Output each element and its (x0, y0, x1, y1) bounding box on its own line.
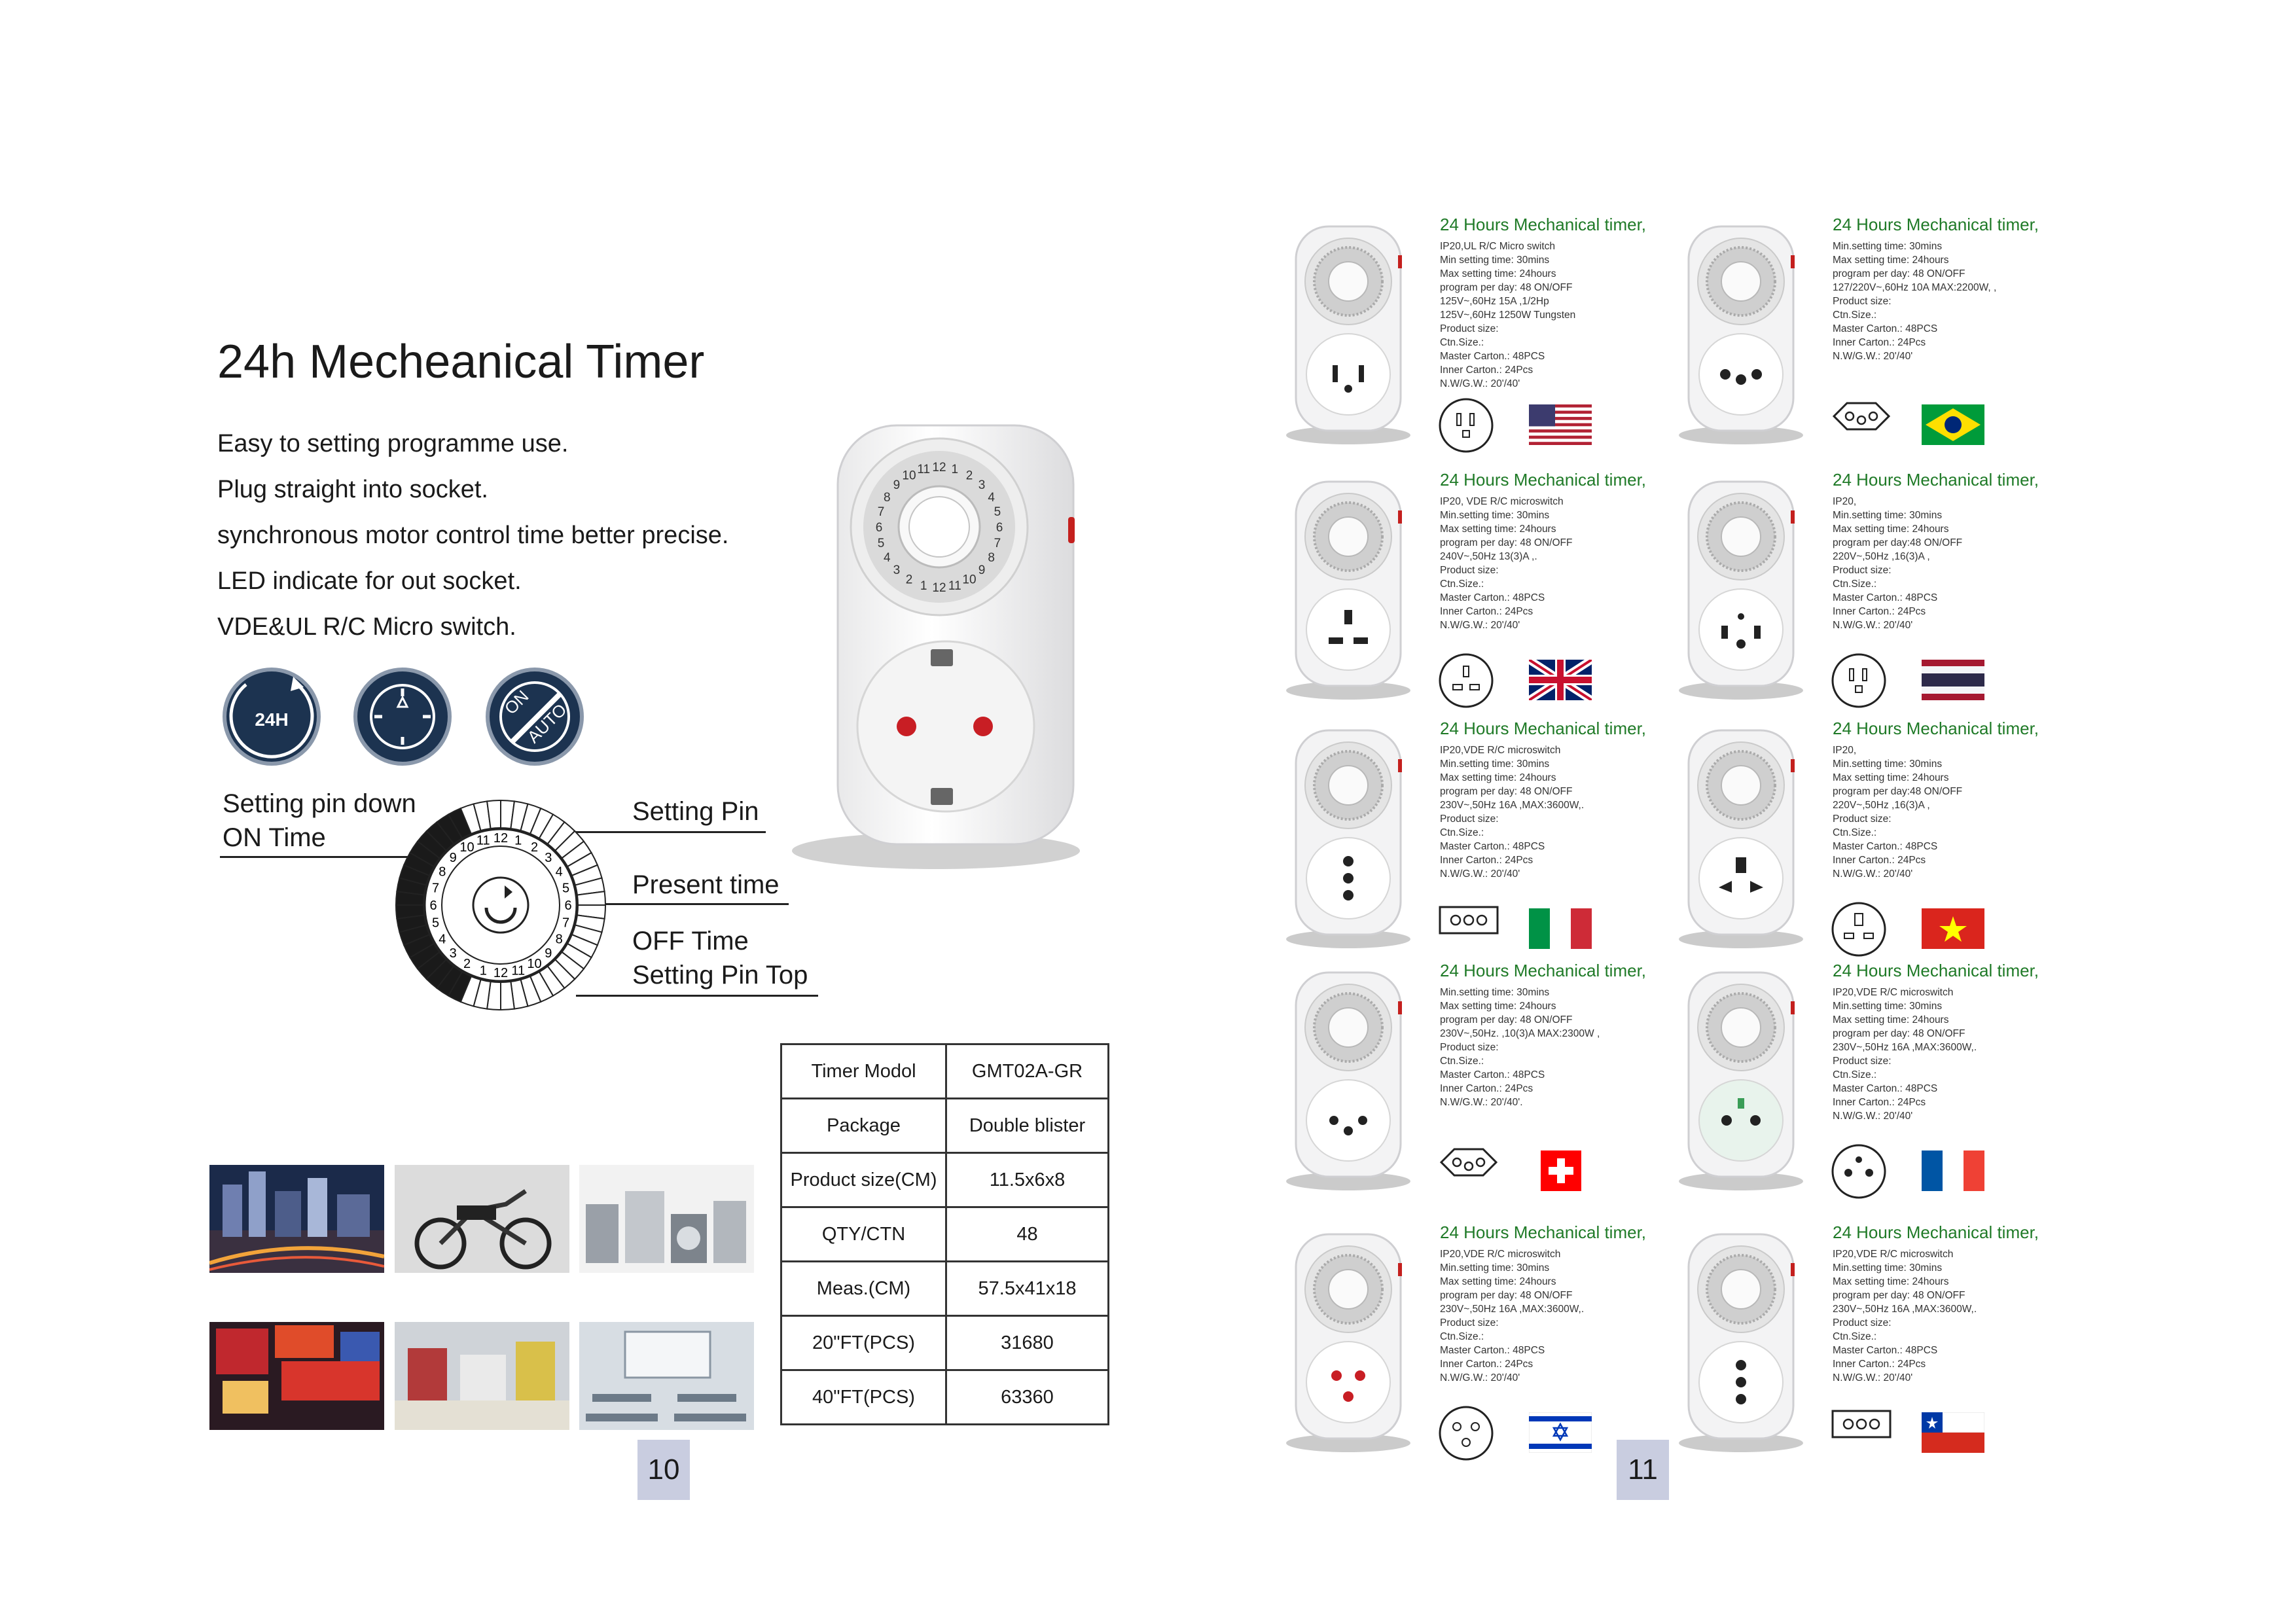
spec-value: Double blister (946, 1099, 1109, 1153)
dial-number: 4 (555, 865, 563, 880)
card-title: 24 Hours Mechanical timer, (1833, 215, 2039, 234)
card-spec-text: IP20,VDE R/C microswitch Min.setting time: 30mins Max setting time: 24hours program per day: 48 ON/OFF 230V~,50Hz 16A ,MAX:3600W,. Product size: Ctn.Size.: Master Carton.: 48PCS Inner Carton.: 24Pcs N.W/G.W.: 20'/40' (1833, 987, 1977, 1122)
uk-plug-icon (1437, 652, 1494, 708)
vietnam-plug-icon (1830, 901, 1886, 957)
home-appliances-photo (579, 1165, 754, 1273)
switzerland-flag (1529, 1150, 1592, 1191)
auto-label: AUTO (523, 700, 571, 747)
card-spec-text: IP20, Min.setting time: 30mins Max setting time: 24hours program per day:48 ON/OFF 220V~,50Hz ,16(3)A , Product size: Ctn.Size.: Master Carton.: 48PCS Inner Carton.: 24Pcs N.W/G.W.: 20'/40' (1833, 745, 1963, 880)
page-number: 11 (1617, 1440, 1669, 1500)
card-title: 24 Hours Mechanical timer, (1833, 719, 2039, 738)
dial-number: 2 (530, 840, 539, 855)
dial-number: 8 (439, 865, 446, 880)
badge-label: 24H (255, 709, 289, 730)
on-auto-switch-icon (486, 668, 584, 766)
e-bike-photo (395, 1165, 569, 1273)
card-title: 24 Hours Mechanical timer, (1833, 1222, 2039, 1242)
product-dial-number: 5 (994, 505, 1001, 520)
product-dial-number: 4 (988, 491, 995, 505)
setting-pin-down-label: Setting pin down (223, 789, 416, 818)
feature-list (217, 424, 728, 653)
24h-clock-icon (223, 668, 321, 766)
france-flag (1922, 1150, 1984, 1191)
dial-number: 11 (511, 963, 526, 978)
timer-socket-image (1676, 969, 1806, 1191)
product-dial-number: 9 (893, 478, 901, 492)
dial-number: 11 (476, 833, 490, 848)
feature-item: Plug straight into socket. (217, 476, 488, 503)
chile-plug-icon (1830, 1404, 1886, 1461)
spec-key: 20"FT(PCS) (781, 1316, 946, 1370)
card-spec-text: Min.setting time: 30mins Max setting time: 24hours program per day: 48 ON/OFF 230V~,50Hz. ,10(3)A MAX:2300W , Product size: Ctn.Size.: Master Carton.: 48PCS Inner Carton.: 24Pcs N.W/G.W.: 20'/40'. (1440, 987, 1600, 1108)
dial-number: 7 (431, 881, 440, 896)
spec-key: 40"FT(PCS) (781, 1370, 946, 1425)
dial-number: 5 (431, 916, 440, 931)
product-dial-number: 8 (884, 491, 891, 505)
dial-number: 8 (555, 932, 563, 947)
product-dial-number: 1 (951, 463, 959, 477)
led-indicator (1068, 517, 1075, 543)
leader-line (220, 856, 416, 858)
timer-socket-image (1283, 478, 1414, 700)
feature-item: LED indicate for out socket. (217, 567, 522, 595)
classroom-photo (579, 1322, 754, 1430)
dial-number: 1 (479, 963, 487, 978)
product-dial-number: 7 (994, 536, 1001, 550)
product-dial-number: 9 (978, 563, 986, 578)
product-dial-number: 5 (877, 536, 885, 550)
spec-row (781, 1316, 1109, 1370)
thai-plug-icon (1830, 652, 1886, 708)
spec-value: GMT02A-GR (946, 1044, 1109, 1099)
dial-number: 2 (463, 957, 471, 972)
product-dial-number: 11 (948, 579, 961, 593)
card-title: 24 Hours Mechanical timer, (1440, 215, 1647, 234)
product-dial-number: 8 (988, 551, 995, 565)
dial-number: 12 (493, 966, 509, 980)
spec-value: 31680 (946, 1316, 1109, 1370)
dial-number: 10 (459, 840, 475, 855)
spec-key: Product size(CM) (781, 1153, 946, 1207)
dial-number: 4 (439, 932, 446, 947)
dial-number: 12 (493, 831, 509, 846)
spec-key: Package (781, 1099, 946, 1153)
timer-socket-image (1283, 969, 1414, 1191)
card-spec-text: IP20, Min.setting time: 30mins Max setting time: 24hours program per day:48 ON/OFF 220V~,50Hz ,16(3)A , Product size: Ctn.Size.: Master Carton.: 48PCS Inner Carton.: 24Pcs N.W/G.W.: 20'/40' (1833, 496, 1963, 631)
spec-key: Timer Modol (781, 1044, 946, 1099)
feature-item: VDE&UL R/C Micro switch. (217, 613, 516, 641)
setting-pin-label: Setting Pin (632, 797, 759, 826)
brazil-plug-icon (1830, 397, 1886, 453)
page-number: 10 (637, 1440, 690, 1500)
spec-row (781, 1207, 1109, 1262)
timer-dial-diagram (393, 797, 609, 1013)
product-dial-number: 4 (884, 551, 891, 565)
product-dial-number: 2 (905, 573, 913, 587)
spec-value: 11.5x6x8 (946, 1153, 1109, 1207)
spec-key: Meas.(CM) (781, 1262, 946, 1316)
product-dial-number: 11 (917, 463, 931, 477)
timer-socket-image (1283, 1230, 1414, 1453)
card-title: 24 Hours Mechanical timer, (1833, 470, 2039, 490)
off-time-label: OFF Time (632, 927, 749, 955)
product-dial-number: 6 (875, 521, 883, 535)
product-dial-number: 1 (920, 579, 927, 593)
french-plug-icon (1830, 1143, 1886, 1199)
card-title: 24 Hours Mechanical timer, (1440, 1222, 1647, 1242)
dial-number: 9 (449, 851, 457, 866)
dial-number: 5 (562, 881, 570, 896)
card-spec-text: Min.setting time: 30mins Max setting time: 24hours program per day: 48 ON/OFF 127/220V~,60Hz 10A MAX:2200W, , Product size: Ctn.Size.: Master Carton.: 48PCS Inner Carton.: 24Pcs N.W/G.W.: 20'/40' (1833, 241, 1997, 362)
spec-value: 48 (946, 1207, 1109, 1262)
product-dial-number: 2 (965, 469, 973, 483)
dial-number: 6 (429, 899, 437, 913)
product-dial-number: 12 (932, 461, 946, 474)
product-dial-number: 3 (893, 563, 901, 578)
israel-plug-icon (1437, 1404, 1494, 1461)
city-night-photo (209, 1165, 384, 1273)
product-dial-number: 12 (932, 581, 946, 595)
product-dial-number: 10 (962, 573, 977, 587)
billboards-photo (209, 1322, 384, 1430)
uk-flag (1529, 660, 1592, 700)
present-time-label: Present time (632, 870, 780, 899)
timer-socket-image (1676, 223, 1806, 445)
brazil-flag (1922, 404, 1984, 445)
card-spec-text: IP20, VDE R/C microswitch Min.setting time: 30mins Max setting time: 24hours program per day: 48 ON/OFF 240V~,50Hz 13(3)A ,. Product size: Ctn.Size.: Master Carton.: 48PCS Inner Carton.: 24Pcs N.W/G.W.: 20'/40' (1440, 496, 1573, 631)
thailand-flag (1922, 660, 1984, 700)
dial-number: 3 (449, 946, 457, 961)
dial-number: 7 (562, 916, 570, 931)
spec-row (781, 1153, 1109, 1207)
chile-flag (1922, 1412, 1984, 1453)
usa-flag (1529, 404, 1592, 445)
leader-line (576, 995, 818, 997)
spec-row (781, 1370, 1109, 1425)
card-title: 24 Hours Mechanical timer, (1440, 719, 1647, 738)
timer-socket-image (1283, 726, 1414, 949)
page-title: 24h Mecheanical Timer (217, 336, 705, 388)
feature-item: Easy to setting programme use. (217, 430, 569, 457)
dial-ticks-icon (357, 671, 448, 762)
card-spec-text: IP20,VDE R/C microswitch Min.setting time: 30mins Max setting time: 24hours program per day: 48 ON/OFF 230V~,50Hz 16A ,MAX:3600W,. Product size: Ctn.Size.: Master Carton.: 48PCS Inner Carton.: 24Pcs N.W/G.W.: 20'/40' (1440, 1249, 1585, 1383)
card-spec-text: IP20,VDE R/C microswitch Min.setting time: 30mins Max setting time: 24hours program per day: 48 ON/OFF 230V~,50Hz 16A ,MAX:3600W,. Product size: Ctn.Size.: Master Carton.: 48PCS Inner Carton.: 24Pcs N.W/G.W.: 20'/40' (1440, 745, 1585, 880)
swiss-plug-icon (1437, 1143, 1494, 1199)
spec-row (781, 1044, 1109, 1099)
dial-number: 6 (564, 899, 572, 913)
spec-row (781, 1262, 1109, 1316)
product-dial-number: 6 (996, 521, 1003, 535)
italy-plug-icon (1437, 901, 1494, 957)
dial-number: 9 (545, 946, 552, 961)
card-title: 24 Hours Mechanical timer, (1833, 961, 2039, 980)
spec-row (781, 1099, 1109, 1153)
vietnam-flag (1922, 908, 1984, 949)
dial-icon (353, 668, 452, 766)
factory-photo (395, 1322, 569, 1430)
italy-flag (1529, 908, 1592, 949)
product-dial-number: 3 (978, 478, 986, 492)
us-plug-icon (1437, 397, 1494, 453)
spec-value: 63360 (946, 1370, 1109, 1425)
spec-value: 57.5x41x18 (946, 1262, 1109, 1316)
timer-socket-image (1676, 726, 1806, 949)
on-label: ON (500, 686, 533, 719)
product-dial-number: 7 (877, 505, 885, 520)
spec-key: QTY/CTN (781, 1207, 946, 1262)
spec-table (780, 1043, 1109, 1425)
dial-number: 10 (527, 957, 542, 972)
dial-number: 3 (545, 851, 552, 866)
product-dial-number: 10 (902, 469, 916, 483)
dial-number: 1 (514, 833, 522, 848)
israel-flag (1529, 1412, 1592, 1453)
feature-item: synchronous motor control time better precise. (217, 522, 729, 549)
timer-socket-image (1283, 223, 1414, 445)
timer-socket-image (1676, 478, 1806, 700)
product-photo (772, 419, 1100, 877)
timer-socket-image (1676, 1230, 1806, 1453)
on-time-label: ON Time (223, 823, 326, 852)
card-title: 24 Hours Mechanical timer, (1440, 961, 1647, 980)
card-title: 24 Hours Mechanical timer, (1440, 470, 1647, 490)
card-spec-text: IP20,UL R/C Micro switch Min setting time: 30mins Max setting time: 24hours program per day: 48 ON/OFF 125V~,60Hz 15A ,1/2Hp 125V~,60Hz 1250W Tungsten Product size: Ctn.Size.: Master Carton.: 48PCS Inner Carton.: 24Pcs N.W/G.W.: 20'/40' (1440, 241, 1576, 389)
setting-pin-top-label: Setting Pin Top (632, 961, 808, 990)
card-spec-text: IP20,VDE R/C microswitch Min.setting time: 30mins Max setting time: 24hours program per day: 48 ON/OFF 230V~,50Hz 16A ,MAX:3600W,. Product size: Ctn.Size.: Master Carton.: 48PCS Inner Carton.: 24Pcs N.W/G.W.: 20'/40' (1833, 1249, 1977, 1383)
